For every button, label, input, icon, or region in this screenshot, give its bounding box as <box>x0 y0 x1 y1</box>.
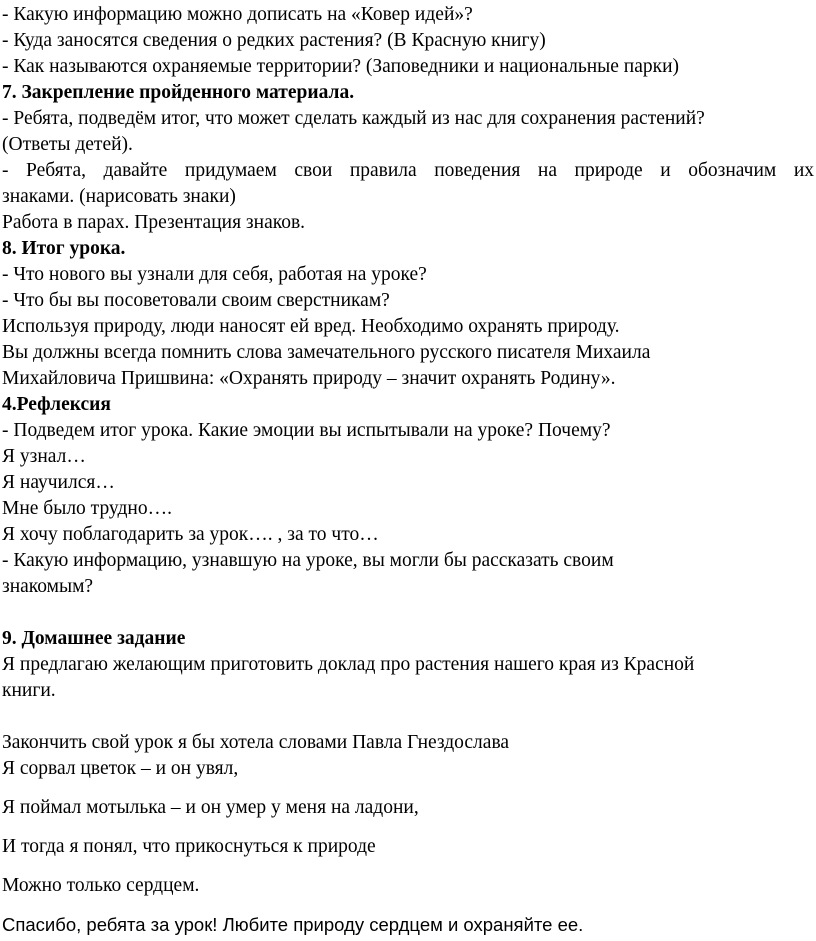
text-line: (Ответы детей). <box>2 134 133 155</box>
text-line: - Какую информацию, узнавшую на уроке, вы могли бы рассказать своим <box>2 550 614 571</box>
text-line: Закончить свой урок я бы хотела словами Павла Гнездослава <box>2 732 510 753</box>
text-line: - Ребята, подведём итог, что может сделать каждый из нас для сохранения растений? <box>2 108 705 129</box>
text-line: книги. <box>2 680 56 701</box>
text-line: Мне было трудно…. <box>2 498 172 519</box>
section-heading: 9. Домашнее задание <box>2 628 186 649</box>
text-line: - Как называются охраняемые территории? (Заповедники и национальные парки) <box>2 56 680 77</box>
text-line: Я хочу поблагодарить за урок…. , за то что… <box>2 524 379 545</box>
section-heading: 7. Закрепление пройденного материала. <box>2 82 355 103</box>
text-line: - Что бы вы посоветовали своим сверстникам? <box>2 290 390 311</box>
text-line: Я научился… <box>2 472 115 493</box>
poem-line: Я сорвал цветок – и он увял, <box>2 758 239 779</box>
poem-line: Можно только сердцем. <box>2 875 200 896</box>
section-heading: 8. Итог урока. <box>2 238 126 259</box>
text-line: - Какую информацию можно дописать на «Ковер идей»? <box>2 4 473 25</box>
text-line: - Куда заносятся сведения о редких растения? (В Красную книгу) <box>2 30 546 51</box>
text-line: Михайловича Пришвина: «Охранять природу – значит охранять Родину». <box>2 368 616 389</box>
text-line: - Подведем итог урока. Какие эмоции вы испытывали на уроке? Почему? <box>2 420 611 441</box>
text-line: Я предлагаю желающим приготовить доклад про растения нашего края из Красной <box>2 654 695 675</box>
text-line: Работа в парах. Презентация знаков. <box>2 212 306 233</box>
text-line: Вы должны всегда помнить слова замечательного русского писателя Михаила <box>2 342 651 363</box>
section-heading: 4.Рефлексия <box>2 394 111 415</box>
text-line: - Ребята, давайте придумаем свои правила поведения на природе и обозначим их <box>2 160 814 181</box>
text-line: Используя природу, люди наносят ей вред. Необходимо охранять природу. <box>2 316 620 337</box>
text-line: - Что нового вы узнали для себя, работая на уроке? <box>2 264 427 285</box>
text-line: Я узнал… <box>2 446 86 467</box>
text-line: знаками. (нарисовать знаки) <box>2 186 236 207</box>
poem-line: Я поймал мотылька – и он умер у меня на ладони, <box>2 797 419 818</box>
closing-line: Спасибо, ребята за урок! Любите природу сердцем и охраняйте ее. <box>2 914 584 935</box>
text-line: знакомым? <box>2 576 94 597</box>
poem-line: И тогда я понял, что прикоснуться к природе <box>2 836 376 857</box>
